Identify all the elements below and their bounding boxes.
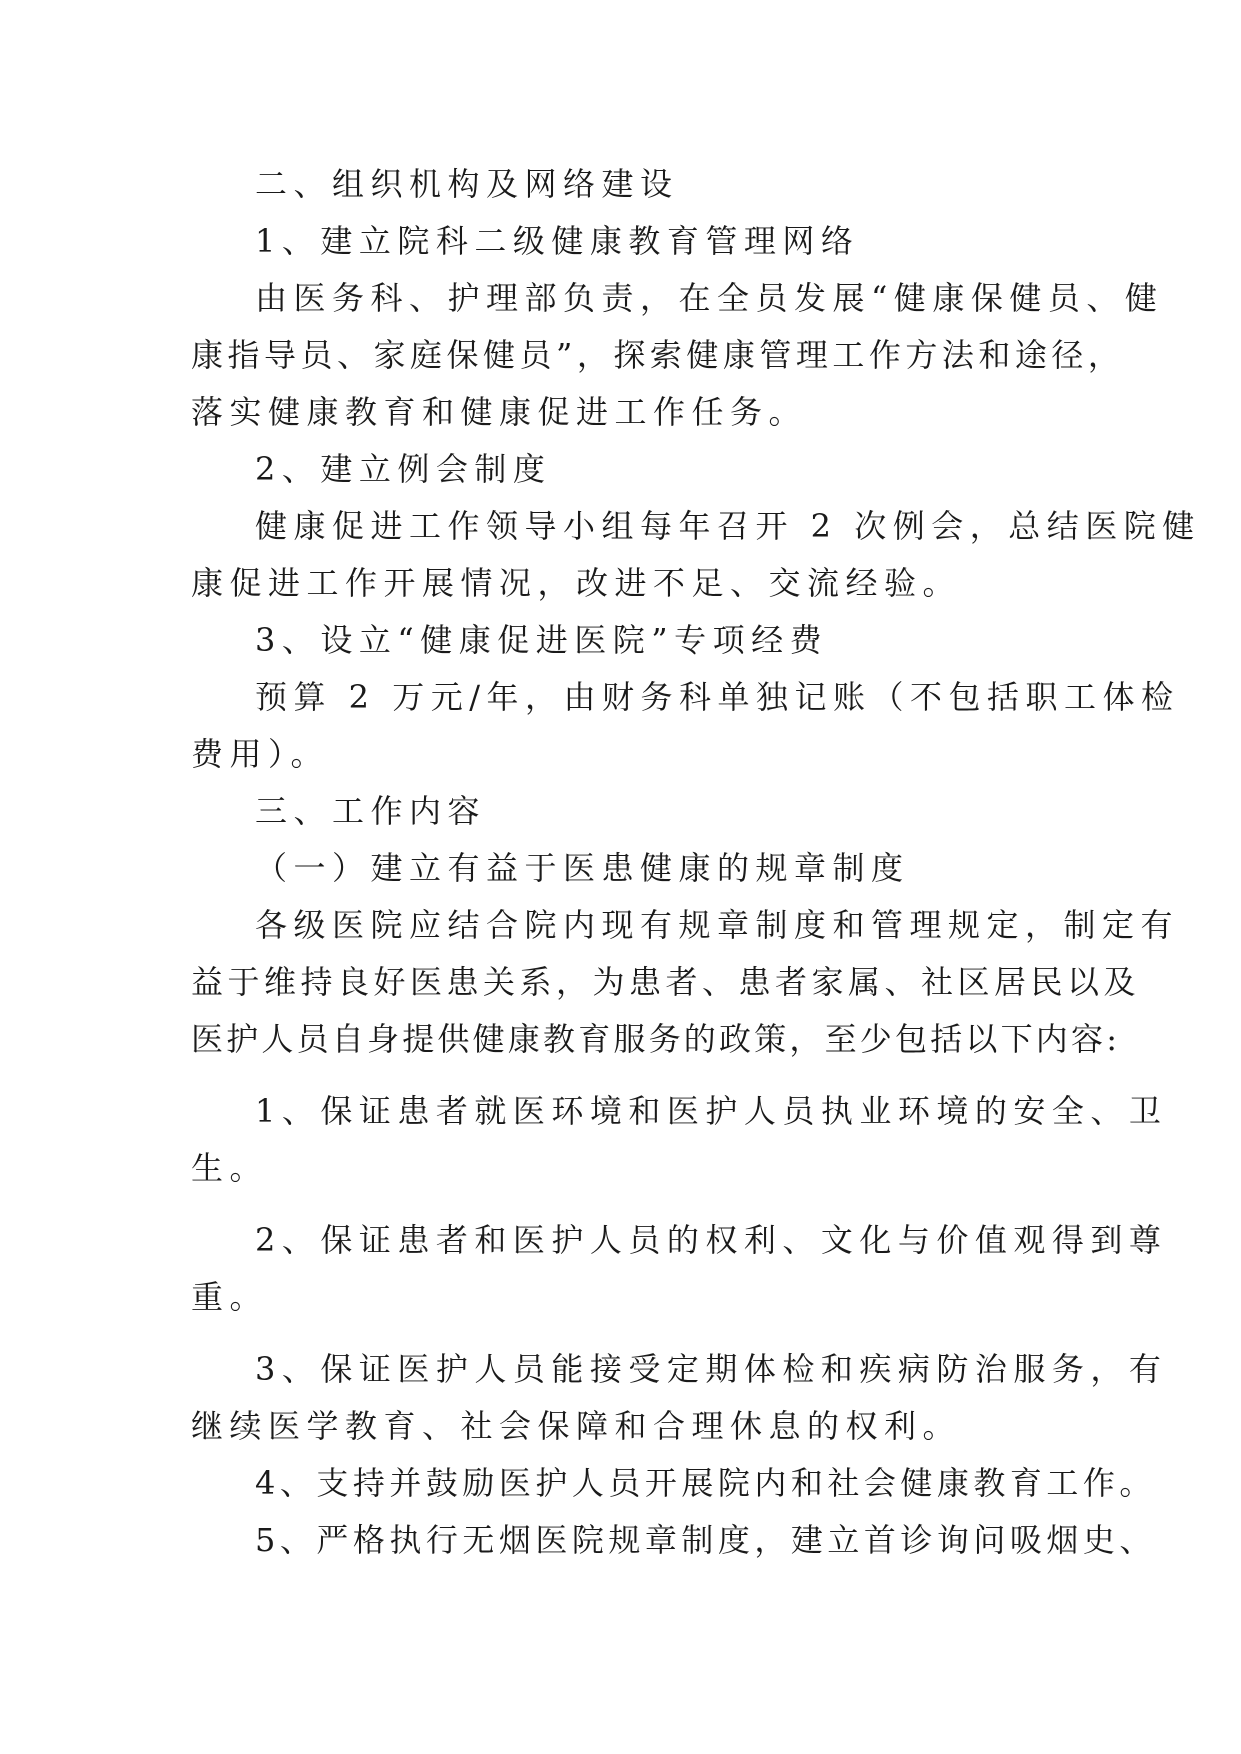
list-item: [0, 1211, 1241, 1269]
subsection-heading: [0, 611, 1241, 669]
text-line: 继续医学教育、社会保障和合理休息的权利。: [191, 1407, 962, 1445]
text-line: 二、组织机构及网络建设: [255, 165, 679, 203]
text-line: 费用）。: [191, 735, 330, 773]
text-line: 3、设立“健康促进医院”专项经费: [255, 621, 829, 659]
paragraph-line: [0, 725, 1241, 783]
list-item: [0, 1454, 1241, 1512]
text-line: 2、保证患者和医护人员的权利、文化与价值观得到尊: [255, 1221, 1168, 1259]
paragraph-line: [0, 668, 1241, 726]
text-line: 1、保证患者就医环境和医护人员执业环境的安全、卫: [255, 1092, 1168, 1130]
text-line: 康促进工作开展情况，改进不足、交流经验。: [191, 564, 962, 602]
text-line: 健康促进工作领导小组每年召开 2 次例会，总结医院健: [255, 507, 1201, 545]
text-line: 各级医院应结合院内现有规章制度和管理规定，制定有: [255, 906, 1180, 944]
paragraph-line: [0, 326, 1241, 384]
list-item-continuation: [0, 1139, 1241, 1197]
text-line: 3、保证医护人员能接受定期体检和疾病防治服务，有: [255, 1350, 1168, 1388]
list-item-continuation: [0, 1397, 1241, 1455]
list-item: [0, 1511, 1241, 1569]
section-heading-work-content: [0, 782, 1241, 840]
paragraph-line: [0, 554, 1241, 612]
paragraph-line: [0, 497, 1241, 555]
subsection-heading: [0, 440, 1241, 498]
text-line: 重。: [191, 1278, 269, 1316]
paragraph-line: [0, 1010, 1241, 1068]
text-line: 5、严格执行无烟医院规章制度，建立首诊询问吸烟史、: [255, 1521, 1156, 1559]
text-line: （一）建立有益于医患健康的规章制度: [255, 849, 910, 887]
text-line: 落实健康教育和健康促进工作任务。: [191, 393, 808, 431]
text-line: 生。: [191, 1149, 269, 1187]
paragraph-line: [0, 896, 1241, 954]
text-line: 2、建立例会制度: [255, 450, 552, 488]
text-line: 三、工作内容: [255, 792, 487, 830]
subsection-heading: [0, 212, 1241, 270]
paragraph-line: [0, 269, 1241, 327]
text-line: 预算 2 万元/年，由财务科单独记账（不包括职工体检: [255, 678, 1180, 716]
subsection-heading: [0, 839, 1241, 897]
text-line: 1、建立院科二级健康教育管理网络: [255, 222, 860, 260]
paragraph-line: [0, 953, 1241, 1011]
text-line: 4、支持并鼓励医护人员开展院内和社会健康教育工作。: [255, 1464, 1156, 1502]
list-item-continuation: [0, 1268, 1241, 1326]
paragraph-line: [0, 383, 1241, 441]
list-item: [0, 1340, 1241, 1398]
section-heading-organization: [0, 155, 1241, 213]
text-line: 由医务科、护理部负责，在全员发展“健康保健员、健: [255, 279, 1164, 317]
list-item: [0, 1082, 1241, 1140]
text-line: 医护人员自身提供健康教育服务的政策，至少包括以下内容:: [191, 1020, 1121, 1058]
text-line: 康指导员、家庭保健员”，探索健康管理工作方法和途径，: [191, 336, 1125, 374]
text-line: 益于维持良好医患关系，为患者、患者家属、社区居民以及: [191, 963, 1141, 1001]
